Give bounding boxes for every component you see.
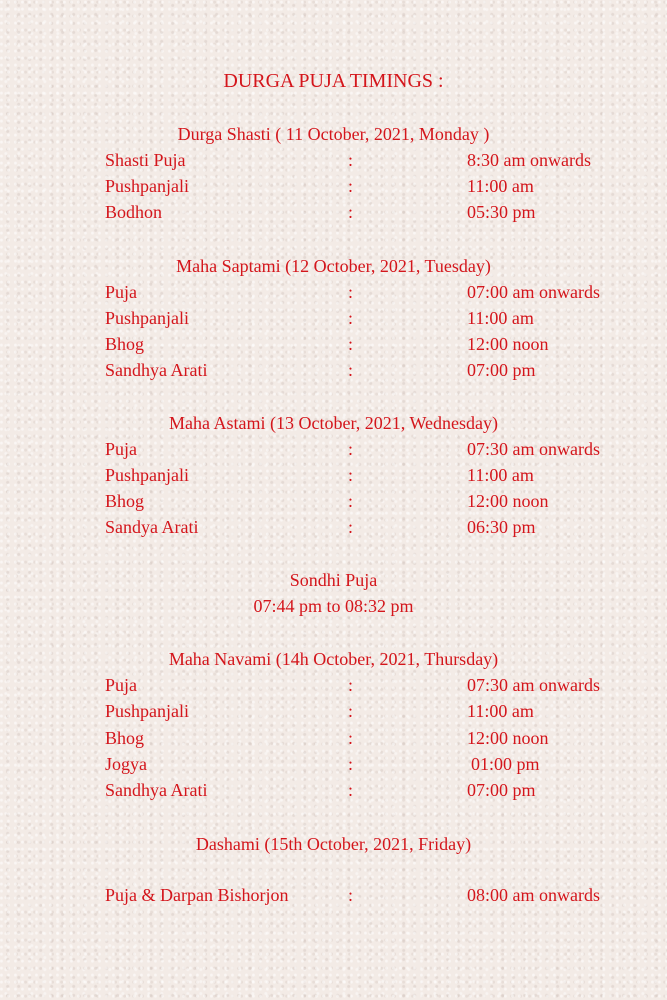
sondhi-puja-time: 07:44 pm to 08:32 pm	[253, 596, 414, 616]
separator: :	[348, 491, 354, 511]
event-time: 05:30 pm	[467, 202, 536, 222]
separator: :	[348, 754, 354, 774]
event-label: Puja	[105, 675, 138, 695]
sondhi-puja-heading: Sondhi Puja	[289, 570, 378, 590]
schedule-row	[0, 462, 667, 488]
event-time: 08:00 am onwards	[467, 885, 600, 905]
event-label: Bhog	[105, 728, 145, 748]
event-label: Puja	[105, 282, 138, 302]
section-heading-navami: Maha Navami (14h October, 2021, Thursday)	[168, 649, 499, 669]
event-time: 07:00 pm	[467, 360, 536, 380]
event-label: Sandhya Arati	[105, 780, 208, 800]
section-heading-saptami: Maha Saptami (12 October, 2021, Tuesday)	[176, 256, 491, 276]
schedule-row	[0, 514, 667, 540]
event-label: Jogya	[105, 754, 147, 774]
separator: :	[348, 282, 354, 302]
schedule-row	[0, 331, 667, 357]
event-label: Bhog	[105, 491, 145, 511]
separator: :	[348, 728, 354, 748]
event-time: 8:30 am onwards	[467, 150, 591, 170]
event-time: 12:00 noon	[467, 491, 549, 511]
schedule-row	[0, 305, 667, 331]
schedule-row	[0, 357, 667, 383]
schedule-row	[0, 199, 667, 225]
schedule-row	[0, 882, 667, 908]
separator: :	[348, 675, 354, 695]
event-time: 12:00 noon	[467, 728, 549, 748]
separator: :	[348, 202, 354, 222]
page-title: DURGA PUJA TIMINGS :	[223, 70, 444, 92]
event-time: 11:00 am	[467, 701, 534, 721]
event-time: 11:00 am	[467, 308, 534, 328]
schedule-row	[0, 279, 667, 305]
event-time: 12:00 noon	[467, 334, 549, 354]
event-time: 07:30 am onwards	[467, 439, 600, 459]
section-heading-dashami: Dashami (15th October, 2021, Friday)	[195, 834, 472, 854]
separator: :	[348, 176, 354, 196]
schedule-row	[0, 698, 667, 724]
separator: :	[348, 150, 354, 170]
event-time: 07:00 am onwards	[467, 282, 600, 302]
event-label: Sandhya Arati	[105, 360, 208, 380]
event-label: Pushpanjali	[105, 465, 189, 485]
event-time: 01:00 pm	[471, 754, 540, 774]
separator: :	[348, 517, 354, 537]
section-heading-astami: Maha Astami (13 October, 2021, Wednesday)	[169, 413, 498, 433]
event-label: Pushpanjali	[105, 308, 189, 328]
schedule-row	[0, 751, 667, 777]
separator: :	[348, 885, 354, 905]
event-label: Puja & Darpan Bishorjon	[105, 885, 289, 905]
schedule-row	[0, 173, 667, 199]
separator: :	[348, 360, 354, 380]
event-label: Bhog	[105, 334, 145, 354]
separator: :	[348, 780, 354, 800]
event-time: 11:00 am	[467, 176, 534, 196]
schedule-row	[0, 777, 667, 803]
event-label: Sandya Arati	[105, 517, 199, 537]
schedule-row	[0, 436, 667, 462]
separator: :	[348, 439, 354, 459]
event-time: 11:00 am	[467, 465, 534, 485]
event-label: Pushpanjali	[105, 176, 189, 196]
event-label: Bodhon	[105, 202, 163, 222]
schedule-row	[0, 488, 667, 514]
schedule-row	[0, 147, 667, 173]
event-time: 07:00 pm	[467, 780, 536, 800]
event-label: Pushpanjali	[105, 701, 189, 721]
separator: :	[348, 465, 354, 485]
schedule-row	[0, 672, 667, 698]
event-label: Puja	[105, 439, 138, 459]
event-label: Shasti Puja	[105, 150, 186, 170]
event-time: 07:30 am onwards	[467, 675, 600, 695]
separator: :	[348, 308, 354, 328]
schedule-row	[0, 725, 667, 751]
separator: :	[348, 701, 354, 721]
section-heading-shasti: Durga Shasti ( 11 October, 2021, Monday )	[177, 124, 490, 144]
separator: :	[348, 334, 354, 354]
event-time: 06:30 pm	[467, 517, 536, 537]
